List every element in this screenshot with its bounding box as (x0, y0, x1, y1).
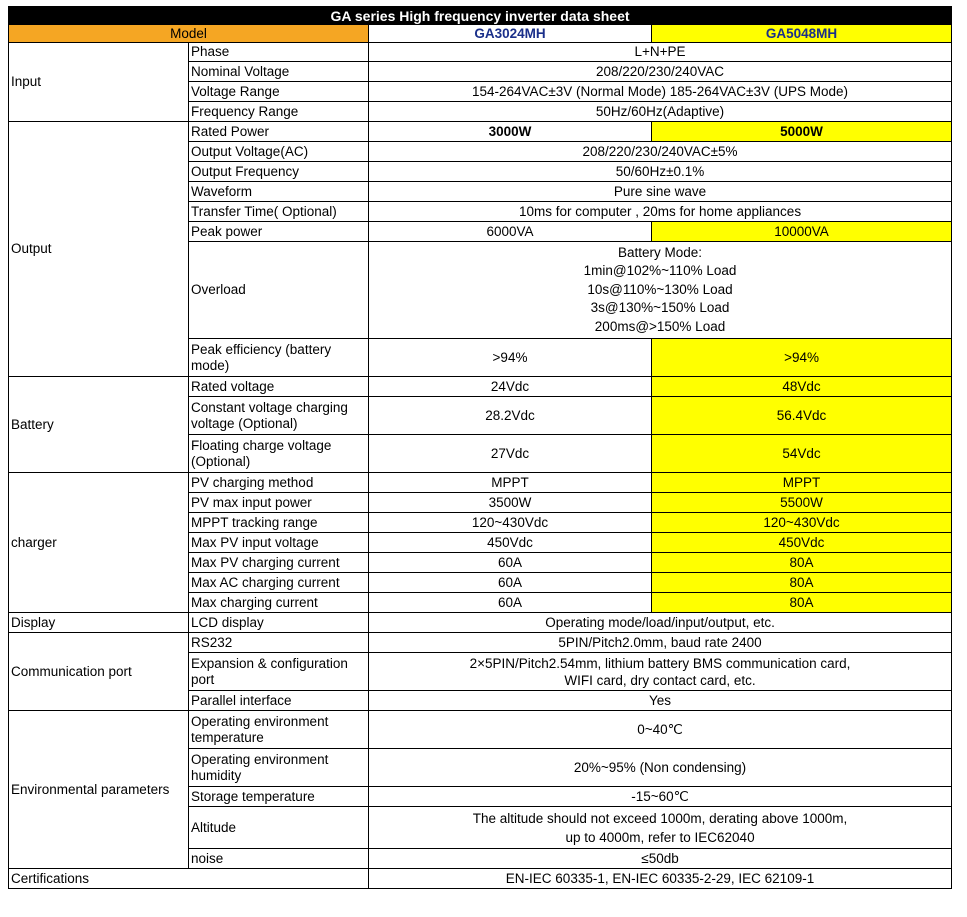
category-communication-port: Communication port (9, 633, 189, 711)
value-ga5048mh: 10000VA (652, 222, 952, 242)
row-value: Operating mode/load/input/output, etc. (369, 613, 952, 633)
value-ga3024mh: 27Vdc (369, 435, 652, 473)
row-value: L+N+PE (369, 43, 952, 62)
spec-table (8, 6, 952, 889)
value-ga3024mh: 450Vdc (369, 533, 652, 553)
row-value: Pure sine wave (369, 182, 952, 202)
category-input: Input (9, 43, 189, 122)
row-label: Operating environment temperature (189, 711, 369, 749)
value-ga3024mh: 24Vdc (369, 377, 652, 397)
category-output: Output (9, 122, 189, 377)
row-label: Parallel interface (189, 691, 369, 711)
value-ga3024mh: 3000W (369, 122, 652, 142)
value-ga5048mh: 5500W (652, 493, 952, 513)
value-ga5048mh: 5000W (652, 122, 952, 142)
row-value: 20%~95% (Non condensing) (369, 749, 952, 787)
category-display: Display (9, 613, 189, 633)
datasheet (8, 6, 951, 889)
value-ga5048mh: 48Vdc (652, 377, 952, 397)
row-value: 154-264VAC±3V (Normal Mode) 185-264VAC±3V (UPS Mode) (369, 82, 952, 102)
row-label: noise (189, 849, 369, 869)
row-value: 50/60Hz±0.1% (369, 162, 952, 182)
model-ga3024mh-header: GA3024MH (369, 25, 652, 43)
value-ga3024mh: 60A (369, 553, 652, 573)
row-label: Storage temperature (189, 787, 369, 807)
category-certifications: Certifications (9, 869, 369, 889)
row-value: 208/220/230/240VAC (369, 62, 952, 82)
row-label: LCD display (189, 613, 369, 633)
row-label: Phase (189, 43, 369, 62)
row-label: Floating charge voltage (Optional) (189, 435, 369, 473)
category-environmental-parameters: Environmental parameters (9, 711, 189, 869)
row-label: Max charging current (189, 593, 369, 613)
row-label: Overload (189, 242, 369, 339)
value-ga5048mh: 80A (652, 573, 952, 593)
row-label: Frequency Range (189, 102, 369, 122)
value-ga3024mh: 6000VA (369, 222, 652, 242)
row-value: 208/220/230/240VAC±5% (369, 142, 952, 162)
row-label: Nominal Voltage (189, 62, 369, 82)
value-ga5048mh: MPPT (652, 473, 952, 493)
value-ga5048mh: 450Vdc (652, 533, 952, 553)
value-ga3024mh: MPPT (369, 473, 652, 493)
value-ga5048mh: >94% (652, 339, 952, 377)
row-value: 5PIN/Pitch2.0mm, baud rate 2400 (369, 633, 952, 653)
value-ga5048mh: 120~430Vdc (652, 513, 952, 533)
row-label: RS232 (189, 633, 369, 653)
row-label: Transfer Time( Optional) (189, 202, 369, 222)
row-label: MPPT tracking range (189, 513, 369, 533)
row-label: Expansion & configuration port (189, 653, 369, 691)
row-value: Yes (369, 691, 952, 711)
row-value: EN-IEC 60335-1, EN-IEC 60335-2-29, IEC 62109-1 (369, 869, 952, 889)
row-value: 0~40℃ (369, 711, 952, 749)
row-value: -15~60℃ (369, 787, 952, 807)
value-ga3024mh: 60A (369, 573, 652, 593)
row-label: Peak efficiency (battery mode) (189, 339, 369, 377)
row-label: PV max input power (189, 493, 369, 513)
row-label: Rated Power (189, 122, 369, 142)
value-ga3024mh: 3500W (369, 493, 652, 513)
value-ga5048mh: 54Vdc (652, 435, 952, 473)
value-ga5048mh: 80A (652, 553, 952, 573)
row-value: Battery Mode: 1min@102%~110% Load 10s@110%~130% Load 3s@130%~150% Load 200ms@>150% Load (369, 242, 952, 339)
row-label: Altitude (189, 807, 369, 849)
row-label: Output Voltage(AC) (189, 142, 369, 162)
model-label: Model (9, 25, 369, 43)
value-ga3024mh: 120~430Vdc (369, 513, 652, 533)
row-label: Max PV charging current (189, 553, 369, 573)
value-ga3024mh: 28.2Vdc (369, 397, 652, 435)
value-ga5048mh: 80A (652, 593, 952, 613)
row-label: PV charging method (189, 473, 369, 493)
row-label: Waveform (189, 182, 369, 202)
value-ga3024mh: >94% (369, 339, 652, 377)
row-label: Constant voltage charging voltage (Optional) (189, 397, 369, 435)
row-value: 50Hz/60Hz(Adaptive) (369, 102, 952, 122)
value-ga5048mh: 56.4Vdc (652, 397, 952, 435)
model-ga5048mh-header: GA5048MH (652, 25, 952, 43)
row-value: 2×5PIN/Pitch2.54mm, lithium battery BMS communication card, WIFI card, dry contact card, etc. (369, 653, 952, 691)
row-label: Voltage Range (189, 82, 369, 102)
row-value: 10ms for computer , 20ms for home appliances (369, 202, 952, 222)
category-charger: charger (9, 473, 189, 613)
row-label: Max AC charging current (189, 573, 369, 593)
row-label: Rated voltage (189, 377, 369, 397)
value-ga3024mh: 60A (369, 593, 652, 613)
row-label: Operating environment humidity (189, 749, 369, 787)
row-value: The altitude should not exceed 1000m, derating above 1000m, up to 4000m, refer to IEC62040 (369, 807, 952, 849)
row-value: ≤50db (369, 849, 952, 869)
row-label: Max PV input voltage (189, 533, 369, 553)
row-label: Output Frequency (189, 162, 369, 182)
row-label: Peak power (189, 222, 369, 242)
category-battery: Battery (9, 377, 189, 473)
table-title: GA series High frequency inverter data sheet (9, 7, 952, 25)
